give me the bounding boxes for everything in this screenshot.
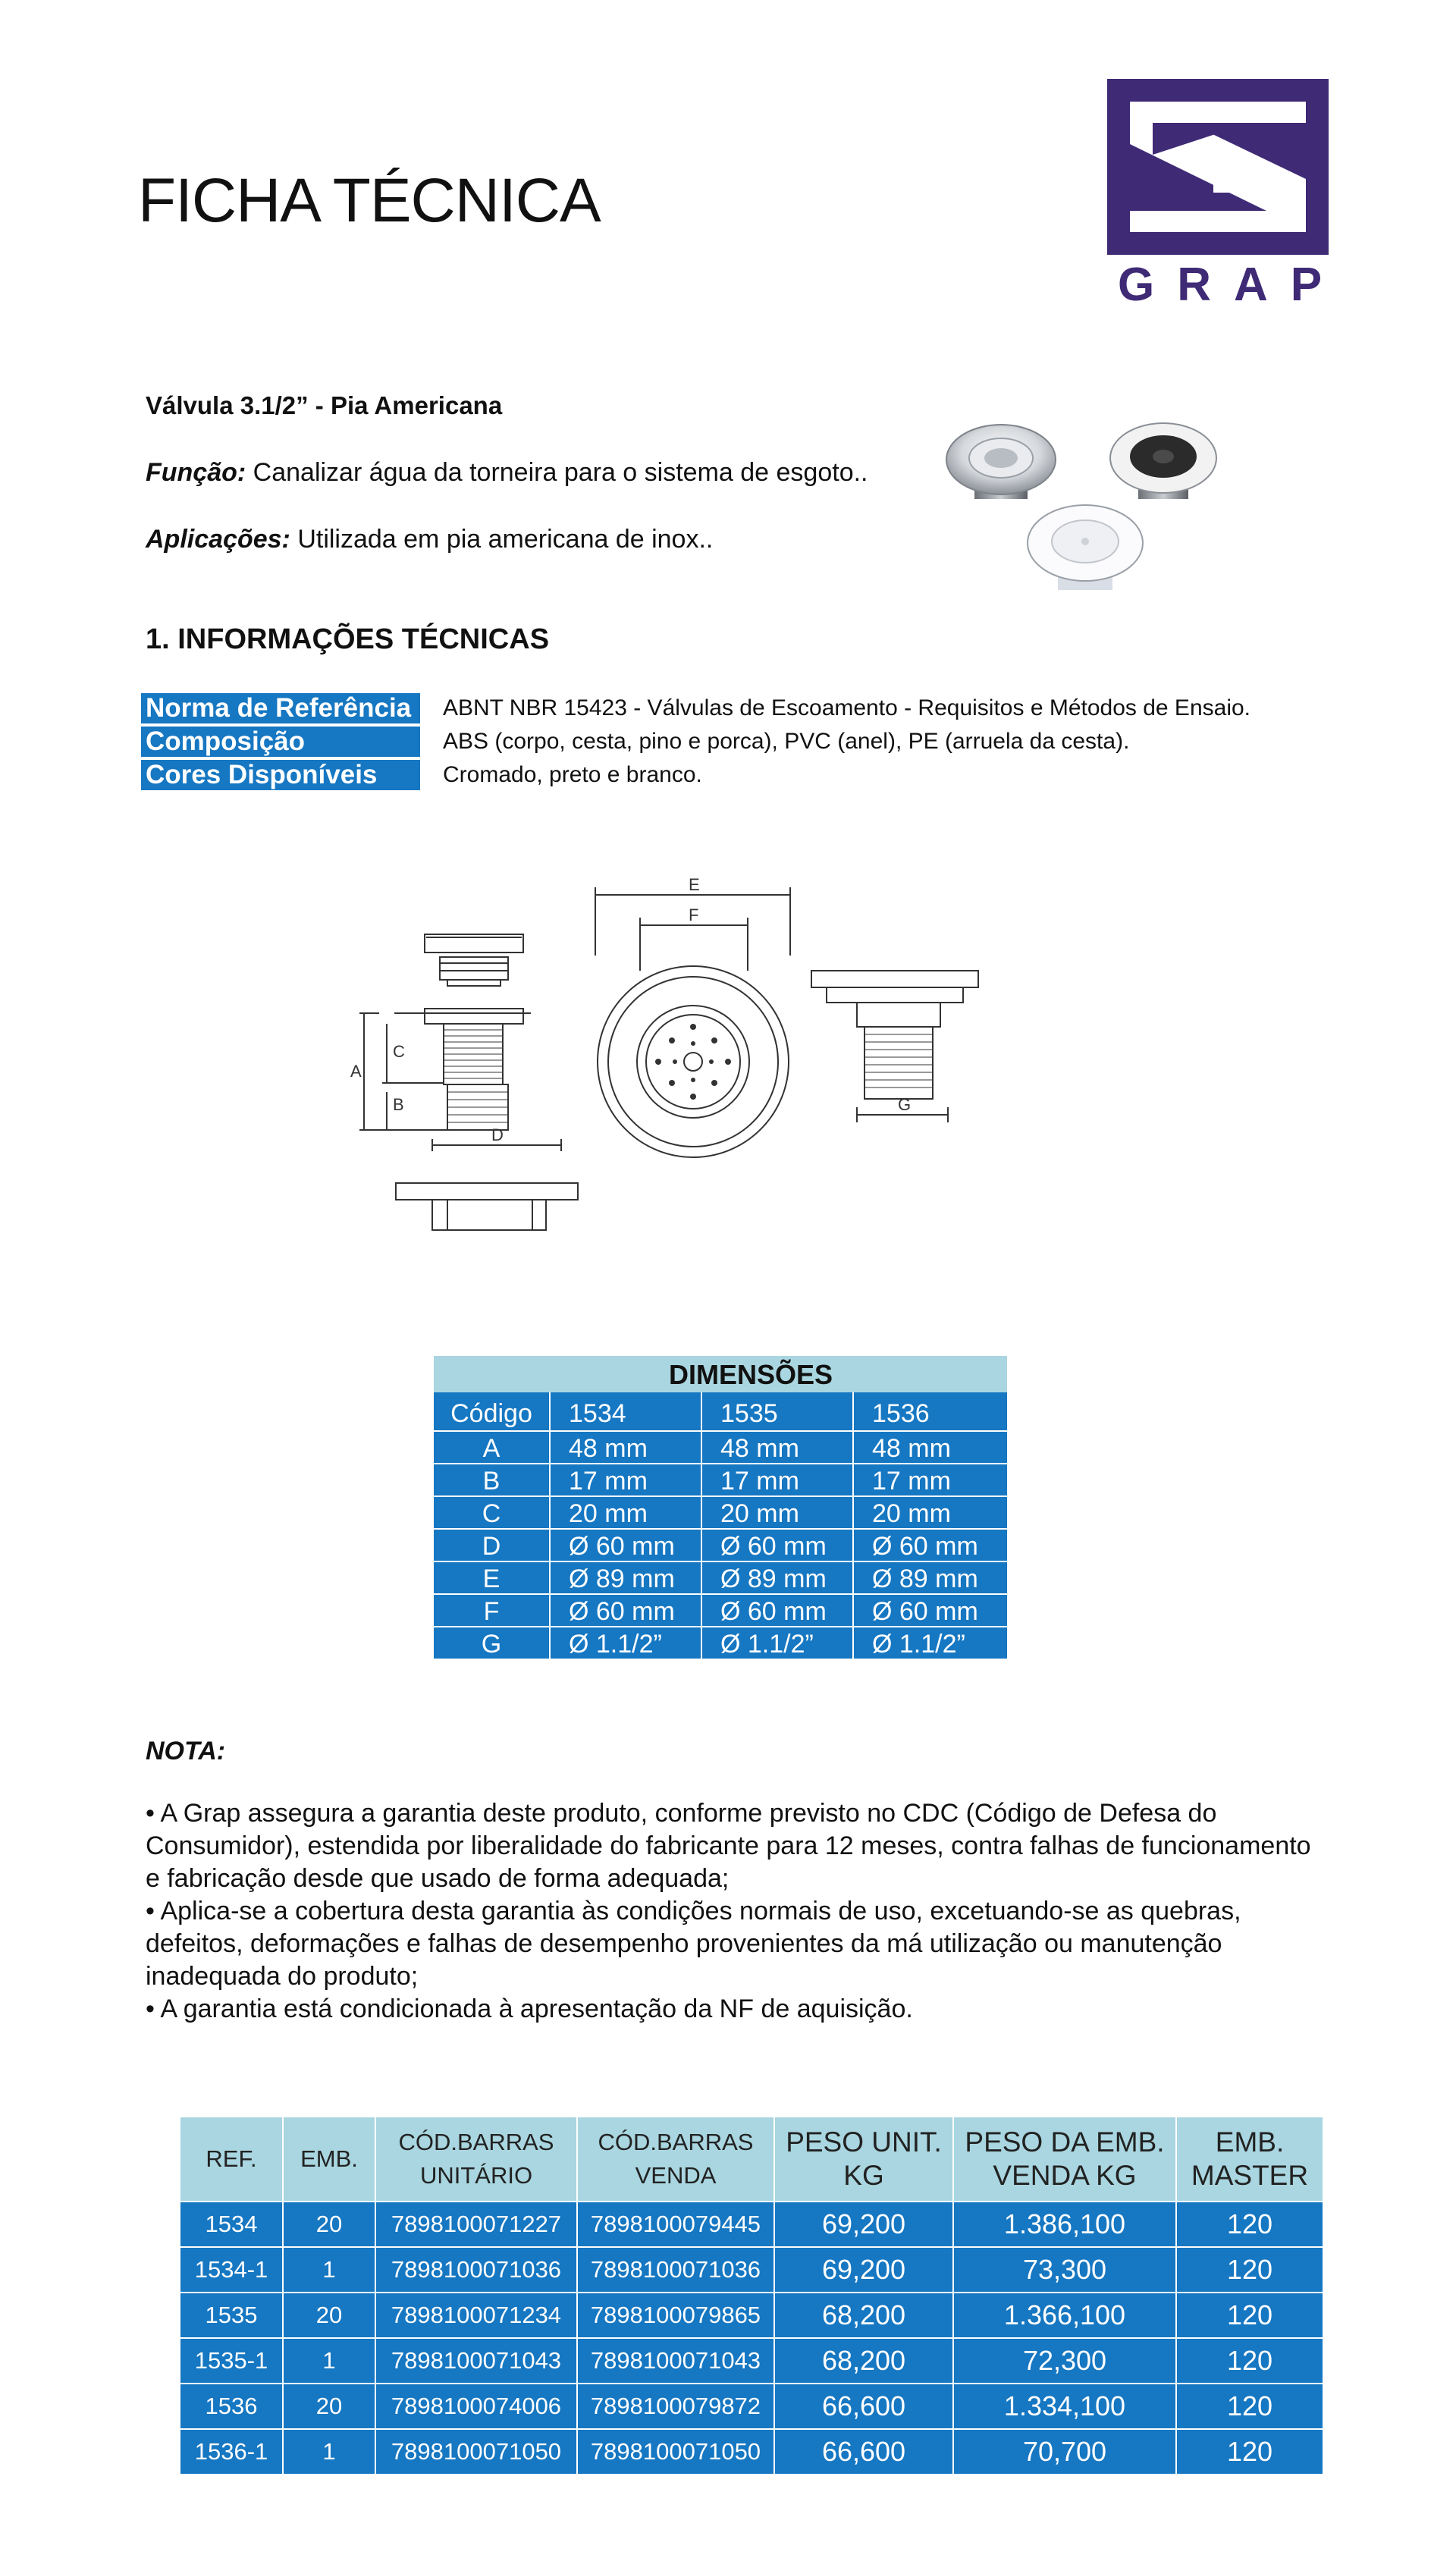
table-cell: 70,700 — [953, 2429, 1176, 2475]
grap-logo-mark — [1107, 79, 1329, 255]
dim-label-c: C — [393, 1042, 405, 1061]
table-row — [180, 2202, 1323, 2247]
table-cell: 66,600 — [774, 2384, 953, 2429]
column-header: CÓD.BARRAS VENDA — [577, 2117, 774, 2202]
table-cell: 73,300 — [953, 2247, 1176, 2293]
right-view — [811, 971, 978, 1122]
table-cell: 1.386,100 — [953, 2202, 1176, 2247]
column-header: EMB. MASTER — [1176, 2117, 1323, 2202]
top-view — [595, 887, 790, 1157]
dim-cell: 17 mm — [702, 1464, 854, 1497]
black-valve — [1110, 423, 1216, 499]
dim-cell: Ø 1.1/2” — [702, 1627, 854, 1660]
table-row — [180, 2293, 1323, 2338]
dim-cell: 20 mm — [702, 1497, 854, 1530]
spec-label: Cores Disponíveis — [141, 760, 420, 790]
table-cell: 120 — [1176, 2202, 1323, 2247]
column-header: PESO UNIT. KG — [774, 2117, 953, 2202]
dim-cell: Ø 60 mm — [702, 1530, 854, 1562]
table-cell: 7898100071043 — [577, 2338, 774, 2384]
table-cell: 20 — [283, 2384, 375, 2429]
dim-cell: Ø 89 mm — [702, 1562, 854, 1595]
note-paragraph: • A Grap assegura a garantia deste produto, conforme previsto no CDC (Código de Defesa do Consumidor), estendida por liberalidade do fabricante para 12 meses, contra falhas de funcionamento e fabricação desde que usado de forma adequada; — [146, 1799, 1311, 1893]
dim-cell: Ø 89 mm — [854, 1562, 1007, 1595]
dim-cell: Ø 60 mm — [854, 1530, 1007, 1562]
table-cell: 1534 — [180, 2202, 283, 2247]
table-row — [180, 2429, 1323, 2475]
dim-header-cell: 1534 — [551, 1392, 702, 1432]
dim-cell: A — [434, 1432, 551, 1464]
column-header: EMB. — [283, 2117, 375, 2202]
table-cell: 1535-1 — [180, 2338, 283, 2384]
dim-cell: Ø 60 mm — [551, 1595, 702, 1627]
dim-cell: G — [434, 1627, 551, 1660]
applications-text: Utilizada em pia americana de inox.. — [297, 525, 714, 554]
table-cell: 7898100071227 — [375, 2202, 577, 2247]
technical-drawing — [334, 857, 1138, 1259]
grap-logo — [1107, 79, 1345, 315]
side-view — [359, 934, 578, 1230]
dim-label-g: G — [898, 1095, 912, 1114]
product-photo — [944, 416, 1225, 613]
column-header: CÓD.BARRAS UNITÁRIO — [375, 2117, 577, 2202]
section-heading: 1. INFORMAÇÕES TÉCNICAS — [146, 623, 550, 655]
dim-cell: E — [434, 1562, 551, 1595]
dim-label-f: F — [689, 905, 699, 924]
spec-row — [141, 693, 1324, 723]
dim-cell: Ø 89 mm — [551, 1562, 702, 1595]
table-cell: 7898100071050 — [375, 2429, 577, 2475]
dim-label-a: A — [350, 1062, 362, 1081]
table-cell: 7898100079445 — [577, 2202, 774, 2247]
product-name: Válvula 3.1/2” - Pia Americana — [146, 391, 503, 419]
dim-label-b: B — [393, 1095, 404, 1114]
table-cell: 72,300 — [953, 2338, 1176, 2384]
dimensions-table — [434, 1356, 1007, 1660]
page-title: FICHA TÉCNICA — [138, 166, 601, 235]
spec-row — [141, 760, 1324, 790]
table-row — [180, 2247, 1323, 2293]
table-cell: 7898100079872 — [577, 2384, 774, 2429]
dim-cell: 48 mm — [854, 1432, 1007, 1464]
logo-wordmark: GRAP — [1118, 259, 1345, 311]
table-cell: 66,600 — [774, 2429, 953, 2475]
table-cell: 7898100071036 — [375, 2247, 577, 2293]
chrome-valve — [946, 425, 1056, 499]
dim-cell: F — [434, 1595, 551, 1627]
dim-cell: 20 mm — [551, 1497, 702, 1530]
white-valve — [1028, 505, 1143, 590]
dim-cell: 48 mm — [551, 1432, 702, 1464]
dim-header-cell: 1535 — [702, 1392, 854, 1432]
table-cell: 1536-1 — [180, 2429, 283, 2475]
table-cell: 7898100079865 — [577, 2293, 774, 2338]
table-row — [180, 2338, 1323, 2384]
dim-cell: 48 mm — [702, 1432, 854, 1464]
dim-cell: B — [434, 1464, 551, 1497]
table-cell: 120 — [1176, 2429, 1323, 2475]
note-title: NOTA: — [146, 1737, 226, 1765]
dim-label-d: D — [491, 1125, 504, 1144]
table-cell: 7898100071043 — [375, 2338, 577, 2384]
note-paragraph: • A garantia está condicionada à apresentação da NF de aquisição. — [146, 1995, 913, 2023]
table-cell: 69,200 — [774, 2202, 953, 2247]
dim-cell: Ø 60 mm — [702, 1595, 854, 1627]
dim-header-cell: 1536 — [854, 1392, 1007, 1432]
dim-label-e: E — [689, 875, 700, 894]
table-cell: 20 — [283, 2202, 375, 2247]
product-table-header — [180, 2117, 1323, 2202]
dim-cell: Ø 1.1/2” — [551, 1627, 702, 1660]
spec-value: ABS (corpo, cesta, pino e porca), PVC (anel), PE (arruela da cesta). — [443, 729, 1130, 754]
dimensions-title: DIMENSÕES — [434, 1356, 1007, 1392]
dim-cell: 20 mm — [854, 1497, 1007, 1530]
table-cell: 1.366,100 — [953, 2293, 1176, 2338]
table-cell: 1.334,100 — [953, 2384, 1176, 2429]
dim-cell: Ø 1.1/2” — [854, 1627, 1007, 1660]
table-cell: 1 — [283, 2247, 375, 2293]
note-body — [146, 1797, 1329, 2026]
table-cell: 7898100071234 — [375, 2293, 577, 2338]
table-cell: 68,200 — [774, 2338, 953, 2384]
spec-row — [141, 727, 1324, 757]
table-cell: 1534-1 — [180, 2247, 283, 2293]
table-cell: 7898100071036 — [577, 2247, 774, 2293]
product-table — [179, 2116, 1324, 2475]
table-cell: 1 — [283, 2429, 375, 2475]
table-cell: 1 — [283, 2338, 375, 2384]
dim-header-cell: Código — [434, 1392, 551, 1432]
dim-cell: 17 mm — [854, 1464, 1007, 1497]
applications-label: Aplicações: — [146, 525, 290, 554]
spec-value: Cromado, preto e branco. — [443, 762, 702, 787]
dim-cell: 17 mm — [551, 1464, 702, 1497]
table-row — [180, 2384, 1323, 2429]
table-cell: 68,200 — [774, 2293, 953, 2338]
table-cell: 120 — [1176, 2338, 1323, 2384]
spec-label: Norma de Referência — [141, 693, 420, 723]
table-cell: 1535 — [180, 2293, 283, 2338]
dim-cell: Ø 60 mm — [854, 1595, 1007, 1627]
table-cell: 120 — [1176, 2247, 1323, 2293]
note-paragraph: • Aplica-se a cobertura desta garantia às condições normais de uso, excetuando-se as quebras, defeitos, deformações e falhas de desempenho provenientes da má utilização ou manutenção inadequada do produto; — [146, 1897, 1241, 1991]
dim-cell: C — [434, 1497, 551, 1530]
table-cell: 1536 — [180, 2384, 283, 2429]
column-header: PESO DA EMB. VENDA KG — [953, 2117, 1176, 2202]
function-label: Função: — [146, 458, 246, 487]
table-cell: 20 — [283, 2293, 375, 2338]
table-cell: 7898100071050 — [577, 2429, 774, 2475]
column-header: REF. — [180, 2117, 283, 2202]
function-line — [146, 458, 868, 488]
spec-value: ABNT NBR 15423 - Válvulas de Escoamento - Requisitos e Métodos de Ensaio. — [443, 695, 1250, 720]
dim-cell: Ø 60 mm — [551, 1530, 702, 1562]
dimensions-grid — [434, 1392, 1007, 1660]
table-cell: 7898100074006 — [375, 2384, 577, 2429]
dim-cell: D — [434, 1530, 551, 1562]
table-cell: 120 — [1176, 2293, 1323, 2338]
table-cell: 69,200 — [774, 2247, 953, 2293]
table-cell: 120 — [1176, 2384, 1323, 2429]
spec-label: Composição — [141, 727, 420, 757]
applications-line — [146, 525, 713, 554]
function-text: Canalizar água da torneira para o sistema de esgoto.. — [253, 458, 868, 487]
